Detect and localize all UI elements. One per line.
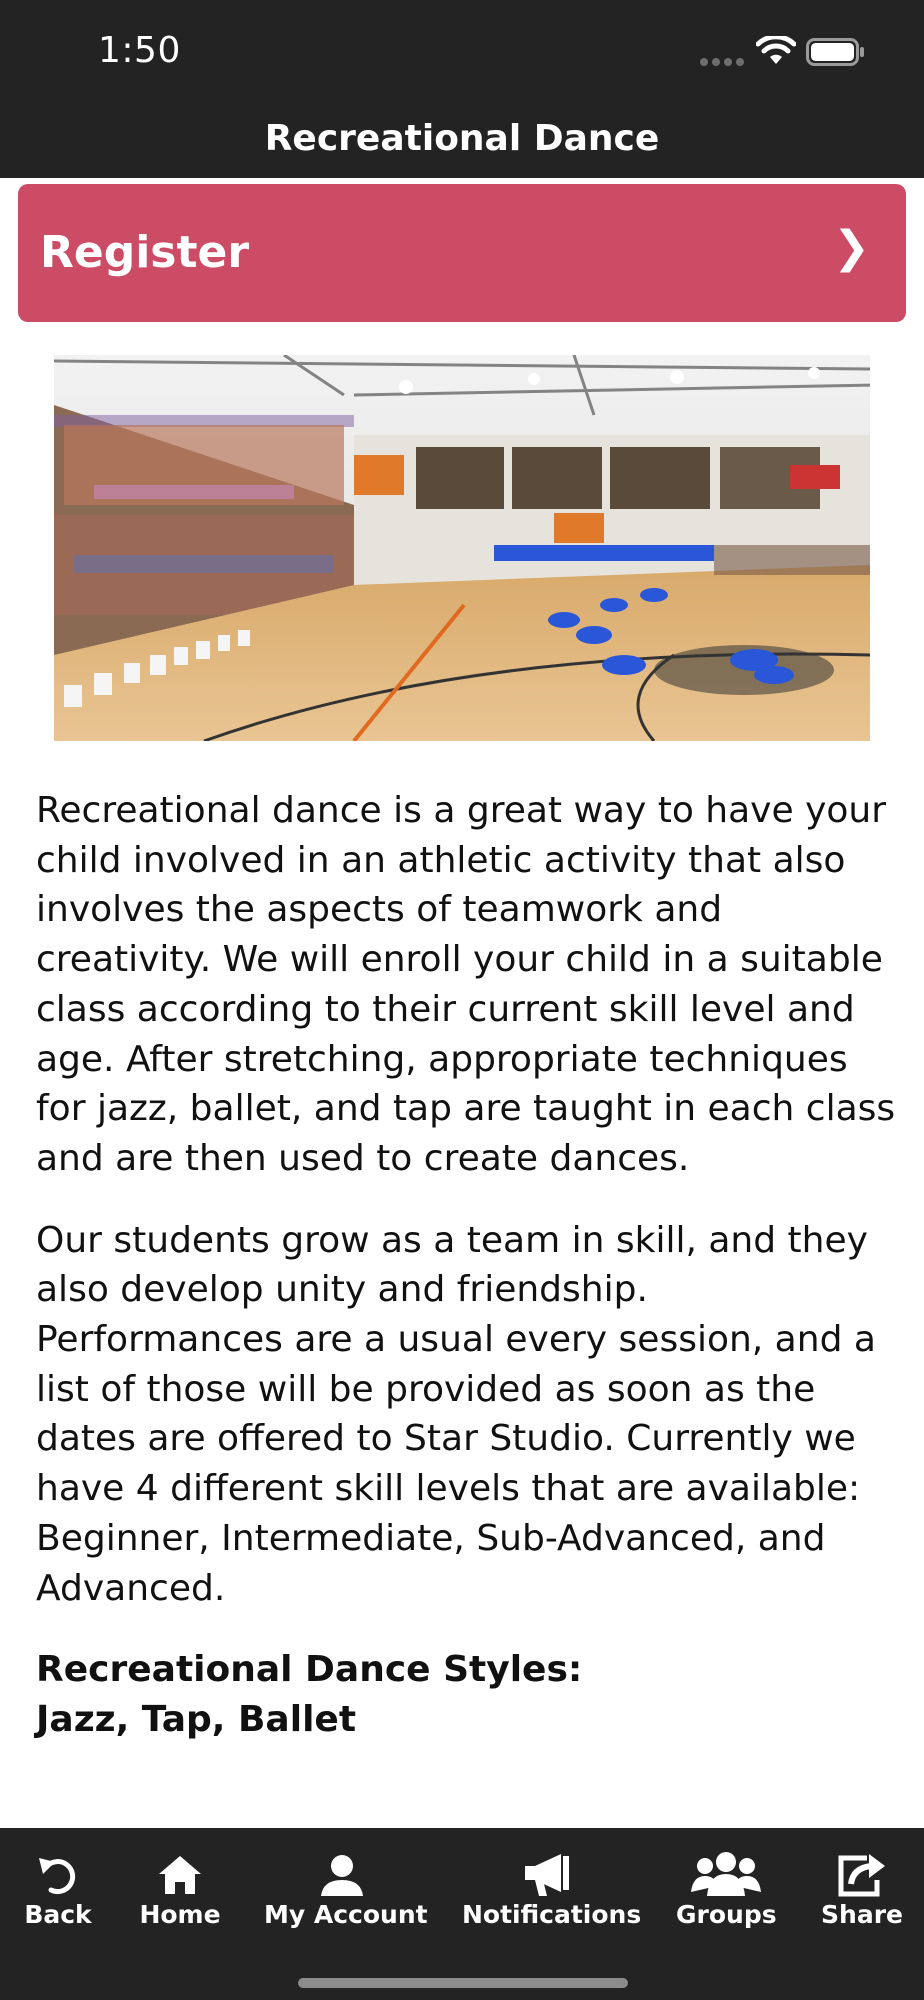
dance-styles-heading: Recreational Dance Styles: — [36, 1649, 583, 1691]
share-icon — [837, 1852, 887, 1898]
tab-label: Notifications — [462, 1900, 642, 1929]
home-icon — [157, 1852, 203, 1898]
description-paragraph: Recreational dance is a great way to have your child involved in an athletic activity that also involves the aspects of teamwork and creativity. We will enroll your child in a suitable class according to their current skill level and age. After stretching, appropriate techniques for jazz, ballet, and tap are taught in each class and are then used to create dances. — [36, 790, 896, 1179]
wifi-icon — [756, 36, 796, 66]
dance-styles — [36, 1645, 896, 1744]
tab-label: Share — [821, 1900, 903, 1929]
battery-icon — [806, 38, 866, 66]
tab-label: My Account — [264, 1900, 428, 1929]
tab-back[interactable] — [12, 1828, 104, 1948]
home-indicator — [298, 1978, 628, 1988]
tab-groups[interactable] — [676, 1828, 776, 1948]
groups-icon — [691, 1852, 761, 1898]
signal-dots-icon — [700, 58, 744, 66]
account-icon — [319, 1852, 365, 1898]
register-label: Register — [40, 227, 250, 278]
description — [36, 786, 896, 1745]
page-title: Recreational Dance — [264, 118, 660, 159]
hero-image — [54, 355, 870, 741]
status-time: 1:50 — [98, 30, 181, 71]
description-paragraph: Our students grow as a team in skill, and they also develop unity and friendship. Performances are a usual every session, and a list of those will be provided as soon as the dates are offered to Star Studio. Currently we have 4 different skill levels that are available: Beginner, Intermediate, Sub-Advanced, and Advanced. — [36, 1219, 876, 1609]
tab-bar — [0, 1828, 924, 2000]
tab-label: Home — [139, 1900, 221, 1929]
tab-label: Groups — [676, 1900, 777, 1929]
tab-notifications[interactable] — [462, 1828, 642, 1948]
top-bar — [0, 0, 924, 178]
back-arrow-icon — [35, 1852, 81, 1898]
dance-styles-list: Jazz, Tap, Ballet — [36, 1698, 357, 1740]
tab-my-account[interactable] — [264, 1828, 428, 1948]
chevron-right-icon: ❯ — [833, 222, 870, 273]
tab-label: Back — [24, 1900, 92, 1929]
tab-home[interactable] — [128, 1828, 232, 1948]
megaphone-icon — [523, 1852, 573, 1898]
tab-share[interactable] — [816, 1828, 908, 1948]
register-button[interactable] — [18, 184, 906, 322]
